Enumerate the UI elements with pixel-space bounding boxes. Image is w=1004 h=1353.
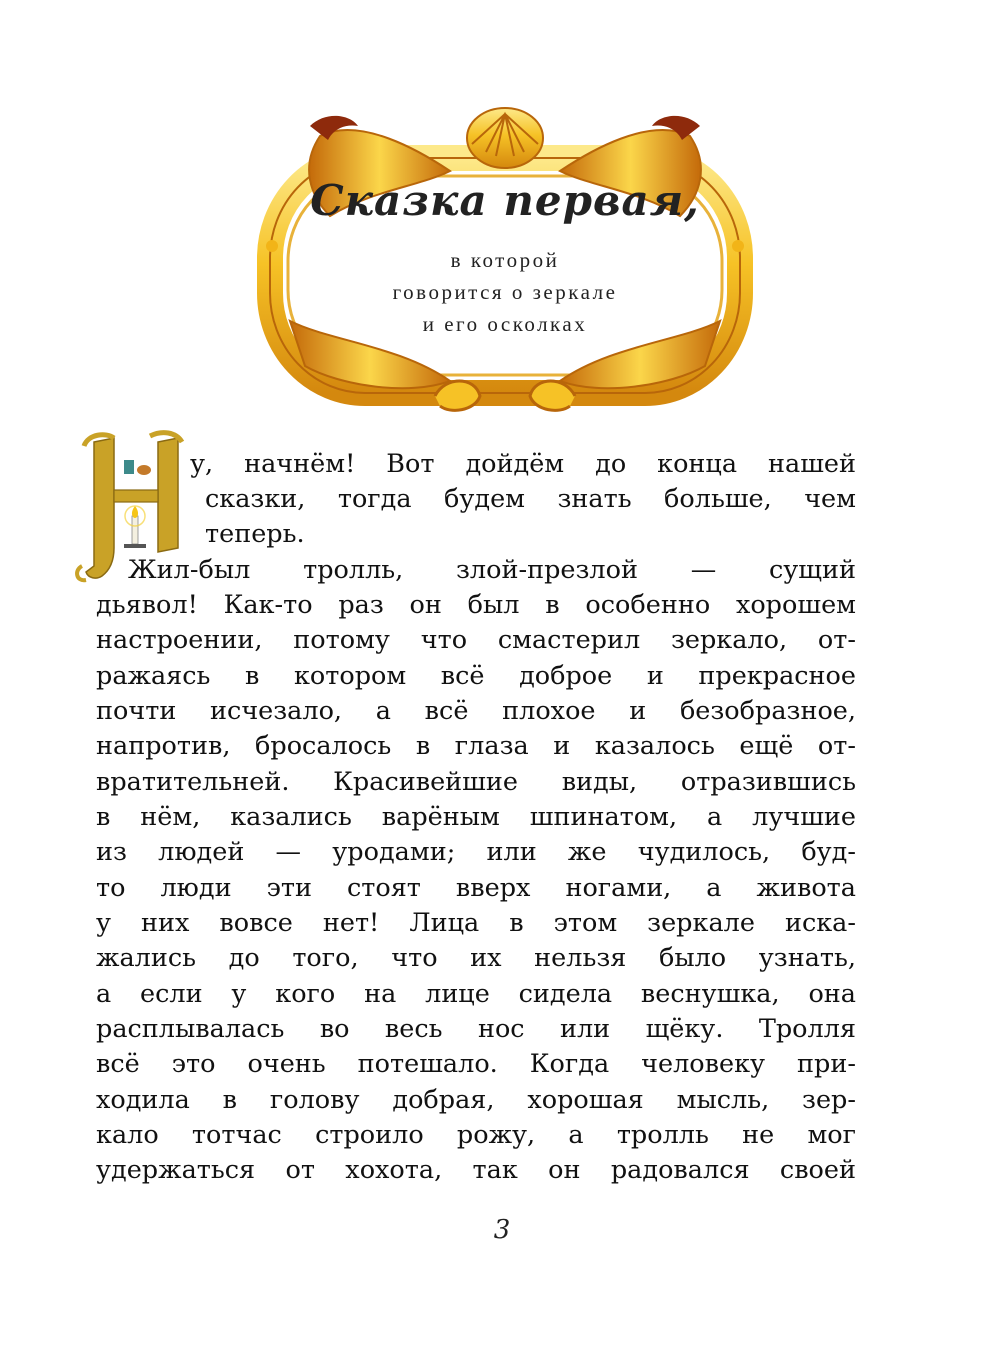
body-line-13: то люди эти стоят вверх ногами, а живота <box>96 873 856 903</box>
body-line-5: дьявол! Как-то раз он был в особенно хорошем <box>96 590 856 620</box>
body-line-7: ражаясь в котором всё доброе и прекрасное <box>96 661 856 691</box>
chapter-subtitle-line-3: и его осколках <box>422 312 588 336</box>
page-number: 3 <box>493 1215 511 1245</box>
body-line-18: всё это очень потешало. Когда человеку при- <box>96 1049 856 1079</box>
chapter-title: Сказка первая, <box>310 176 700 225</box>
chapter-subtitle-line-2: говорится о зеркале <box>392 280 618 304</box>
body-line-2: сказки, тогда будем знать больше, чем <box>205 484 856 514</box>
body-line-6: настроении, потому что смастерил зеркало, от- <box>96 625 856 655</box>
chapter-subtitle-line-1: в которой <box>450 248 560 272</box>
body-line-16: а если у кого на лице сидела веснушка, она <box>96 979 856 1009</box>
body-line-14: у них вовсе нет! Лица в этом зеркале иска- <box>96 908 856 938</box>
body-line-17: расплывалась во весь нос или щёку. Тролля <box>96 1014 856 1044</box>
body-line-10: вратительней. Красивейшие виды, отразившись <box>96 767 856 797</box>
body-line-21: удержаться от хохота, так он радовался своей <box>96 1155 856 1185</box>
body-line-12: из людей — уродами; или же чудилось, буд- <box>96 837 856 867</box>
body-line-15: жались до того, что их нельзя было узнать, <box>96 943 856 973</box>
body-line-11: в нём, казались варёным шпинатом, а лучшие <box>96 802 856 832</box>
body-line-4: Жил-был тролль, злой-презлой — сущий <box>128 555 856 585</box>
body-line-19: ходила в голову добрая, хорошая мысль, зер- <box>96 1085 856 1115</box>
body-line-1: у, начнём! Вот дойдём до конца нашей <box>190 449 856 479</box>
body-line-3: теперь. <box>205 519 305 549</box>
body-line-20: кало тотчас строило рожу, а тролль не мог <box>96 1120 856 1150</box>
body-line-9: напротив, бросалось в глаза и казалось ещё от- <box>96 731 856 761</box>
dropcap-letter <box>0 0 1 1</box>
body-line-8: почти исчезало, а всё плохое и безобразное, <box>96 696 856 726</box>
